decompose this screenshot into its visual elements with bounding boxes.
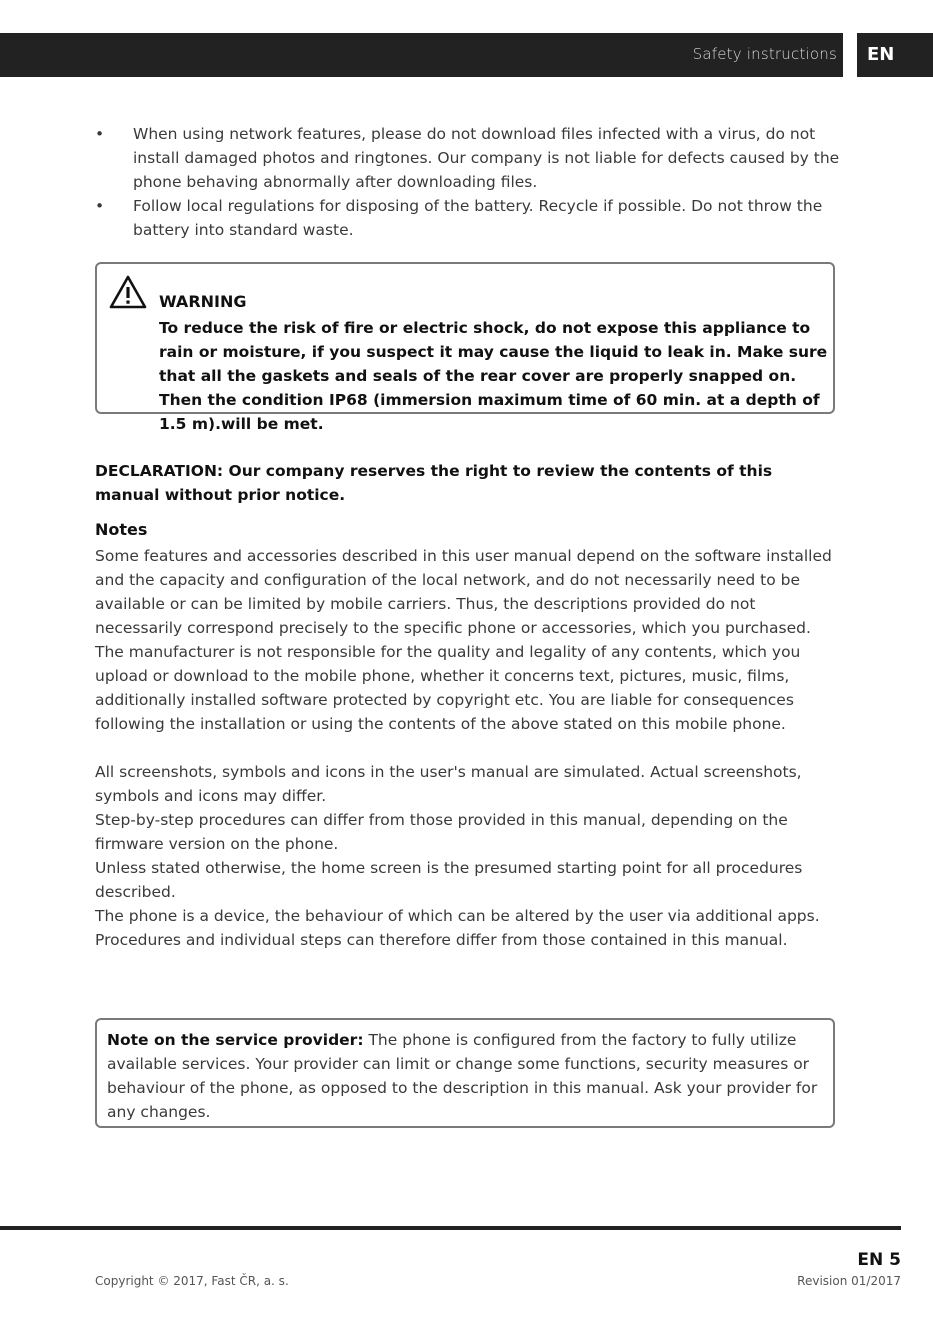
- provider-note-box: [95, 1018, 835, 1128]
- bullet-dot: •: [95, 125, 105, 143]
- language-tab: [857, 33, 933, 77]
- revision: Revision 01/2017: [797, 1274, 901, 1288]
- notes-paragraph: The phone is a device, the behaviour of which can be altered by the user via additional apps. Procedures and individual steps can therefore differ from those contained in this manual.: [95, 907, 820, 949]
- warning-box: [95, 262, 835, 433]
- copyright: Copyright © 2017, Fast ČR, a. s.: [95, 1274, 289, 1288]
- bullet-item: [95, 122, 840, 194]
- page-number: EN 5: [857, 1250, 901, 1270]
- notes-body: [95, 544, 840, 952]
- warning-triangle-icon: [108, 274, 148, 310]
- bullet-text: Follow local regulations for disposing of the battery. Recycle if possible. Do not throw the battery into standard waste.: [133, 197, 823, 239]
- bullet-item: [95, 194, 840, 242]
- safety-bullets: [95, 122, 840, 242]
- provider-note-label: Note on the service provider:: [107, 1031, 364, 1049]
- bullet-text: When using network features, please do not download files infected with a virus, do not install damaged photos and ringtones. Our company is not liable for defects caused by the phone behaving abnormally after downloading files.: [133, 125, 840, 191]
- notes-paragraph: Some features and accessories described in this user manual depend on the software installed and the capacity and configuration of the local network, and do not necessarily need to be available or can be limited by mobile carriers. Thus, the descriptions provided do not necessarily correspond precisely to the specific phone or accessories, which you purchased. The manufacturer is not responsible for the quality and legality of any contents, which you upload or download to the mobile phone, whether it concerns text, pictures, music, films, additionally installed software protected by copyright etc. You are liable for consequences following the installation or using the contents of the above stated on this mobile phone.: [95, 547, 832, 733]
- provider-note-text: The phone is configured from the factory to fully utilize available services. Your provider can limit or change some functions, security measures or behaviour of the phone, as opposed to the description in this manual. Ask your provider for any changes.: [107, 1031, 818, 1121]
- header-bar: [0, 33, 843, 77]
- notes-paragraph: All screenshots, symbols and icons in the user's manual are simulated. Actual screenshots, symbols and icons may differ.: [95, 763, 802, 805]
- notes-heading: Notes: [95, 520, 148, 539]
- notes-paragraph: Step-by-step procedures can differ from those provided in this manual, depending on the firmware version on the phone.: [95, 811, 788, 853]
- language-label: EN: [867, 44, 895, 65]
- section-title: Safety instructions: [692, 45, 837, 63]
- warning-title: WARNING: [159, 292, 247, 311]
- footer-divider: [0, 1226, 901, 1230]
- declaration: DECLARATION: Our company reserves the right to review the contents of this manual without prior notice.: [95, 462, 773, 504]
- warning-text: To reduce the risk of fire or electric shock, do not expose this appliance to rain or moisture, if you suspect it may cause the liquid to leak in. Make sure that all the gaskets and seals of the rear cover are properly snapped on. Then the condition IP68 (immersion maximum time of 60 min. at a depth of 1.5 m).will be met.: [159, 319, 828, 433]
- notes-paragraph: Unless stated otherwise, the home screen is the presumed starting point for all procedures described.: [95, 859, 803, 901]
- bullet-dot: •: [95, 197, 105, 215]
